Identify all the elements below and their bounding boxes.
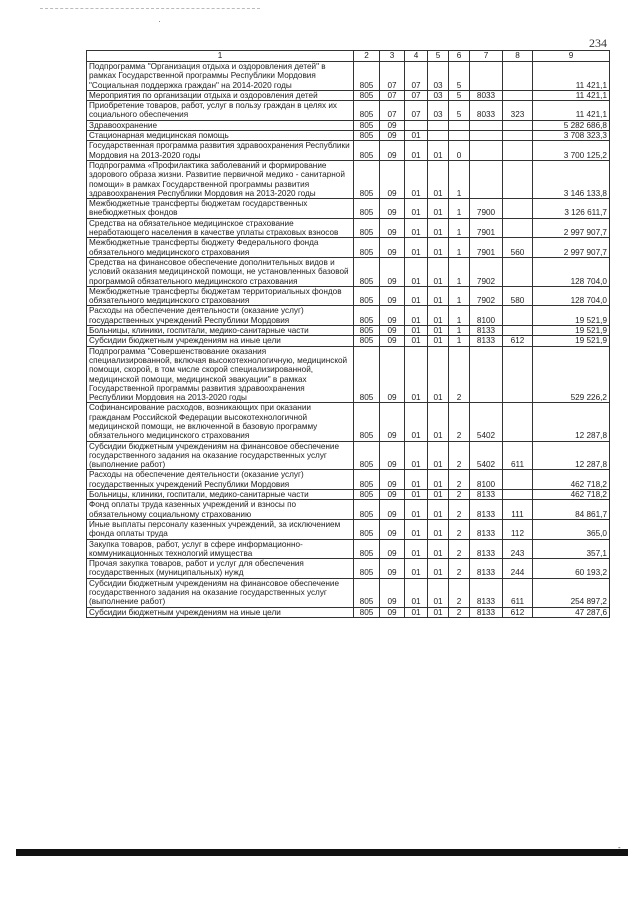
- target-code-cell: [470, 141, 503, 161]
- table-row: [87, 326, 610, 336]
- amount-cell: 128 704,0: [533, 286, 610, 306]
- expense-type-code-cell: 580: [503, 286, 533, 306]
- table-row: [87, 470, 610, 490]
- subprogram-code-cell: 1: [449, 199, 470, 219]
- admin-code-cell: 805: [354, 257, 380, 286]
- subsection-code-cell: 01: [405, 490, 428, 500]
- target-code-cell: [470, 346, 503, 403]
- subprogram-code-cell: 5: [449, 62, 470, 91]
- expense-type-code-cell: [503, 346, 533, 403]
- program-code-cell: 01: [428, 490, 449, 500]
- admin-code-cell: 805: [354, 62, 380, 91]
- subprogram-code-cell: 2: [449, 441, 470, 470]
- item-name-cell: Здравоохранение: [87, 120, 354, 130]
- subprogram-code-cell: 1: [449, 336, 470, 346]
- amount-cell: 19 521,9: [533, 336, 610, 346]
- expense-type-code-cell: [503, 326, 533, 336]
- subsection-code-cell: 01: [405, 257, 428, 286]
- item-name-cell: Иные выплаты персоналу казенных учреждений, за исключением фонда оплаты труда: [87, 519, 354, 539]
- admin-code-cell: 805: [354, 120, 380, 130]
- item-name-cell: Подпрограмма «Профилактика заболеваний и формирование здорового образа жизни. Развитие первичной медико - санитарной помощи» в рамках Государственной программы развития здравоохранения Республики Мордовия на 2013-2020 годы: [87, 160, 354, 198]
- table-row: [87, 607, 610, 617]
- expense-type-code-cell: 612: [503, 607, 533, 617]
- header-cell: 2: [354, 51, 380, 62]
- admin-code-cell: 805: [354, 519, 380, 539]
- subsection-code-cell: 01: [405, 238, 428, 258]
- subsection-code-cell: 01: [405, 131, 428, 141]
- amount-cell: 12 287,8: [533, 441, 610, 470]
- item-name-cell: Больницы, клиники, госпитали, медико-санитарные части: [87, 490, 354, 500]
- admin-code-cell: 805: [354, 286, 380, 306]
- section-code-cell: 09: [380, 500, 405, 520]
- admin-code-cell: 805: [354, 578, 380, 607]
- budget-table: [86, 50, 610, 618]
- expense-type-code-cell: 323: [503, 101, 533, 121]
- target-code-cell: 8133: [470, 559, 503, 579]
- table-row: [87, 199, 610, 219]
- amount-cell: 5 282 686,8: [533, 120, 610, 130]
- section-code-cell: 09: [380, 441, 405, 470]
- program-code-cell: 01: [428, 559, 449, 579]
- amount-cell: 19 521,9: [533, 326, 610, 336]
- section-code-cell: 09: [380, 306, 405, 326]
- subprogram-code-cell: [449, 120, 470, 130]
- section-code-cell: 09: [380, 199, 405, 219]
- admin-code-cell: 805: [354, 470, 380, 490]
- section-code-cell: 09: [380, 160, 405, 198]
- section-code-cell: 09: [380, 141, 405, 161]
- item-name-cell: Фонд оплаты труда казенных учреждений и взносы по обязательному социальному страхованию: [87, 500, 354, 520]
- expense-type-code-cell: 560: [503, 238, 533, 258]
- subsection-code-cell: [405, 120, 428, 130]
- admin-code-cell: 805: [354, 306, 380, 326]
- section-code-cell: 09: [380, 120, 405, 130]
- amount-cell: 47 287,6: [533, 607, 610, 617]
- subprogram-code-cell: 0: [449, 141, 470, 161]
- subsection-code-cell: 01: [405, 403, 428, 441]
- subprogram-code-cell: 1: [449, 218, 470, 238]
- target-code-cell: 8133: [470, 519, 503, 539]
- header-cell: 3: [380, 51, 405, 62]
- program-code-cell: 01: [428, 199, 449, 219]
- amount-cell: 254 897,2: [533, 578, 610, 607]
- subprogram-code-cell: 1: [449, 238, 470, 258]
- subsection-code-cell: 01: [405, 218, 428, 238]
- table-row: [87, 218, 610, 238]
- target-code-cell: 8133: [470, 607, 503, 617]
- subprogram-code-cell: 2: [449, 607, 470, 617]
- section-code-cell: 09: [380, 539, 405, 559]
- section-code-cell: 09: [380, 336, 405, 346]
- program-code-cell: 01: [428, 470, 449, 490]
- target-code-cell: 8133: [470, 326, 503, 336]
- amount-cell: 3 700 125,2: [533, 141, 610, 161]
- table-row: [87, 101, 610, 121]
- amount-cell: 2 997 907,7: [533, 218, 610, 238]
- subprogram-code-cell: [449, 131, 470, 141]
- subsection-code-cell: 01: [405, 346, 428, 403]
- subsection-code-cell: 07: [405, 90, 428, 100]
- table-row: [87, 441, 610, 470]
- program-code-cell: 01: [428, 141, 449, 161]
- program-code-cell: [428, 120, 449, 130]
- table-row: [87, 578, 610, 607]
- section-code-cell: 07: [380, 101, 405, 121]
- subprogram-code-cell: 1: [449, 306, 470, 326]
- target-code-cell: 8133: [470, 500, 503, 520]
- table-row: [87, 160, 610, 198]
- table-row: [87, 62, 610, 91]
- target-code-cell: 7902: [470, 286, 503, 306]
- table-row: [87, 500, 610, 520]
- table-row: [87, 257, 610, 286]
- expense-type-code-cell: [503, 199, 533, 219]
- item-name-cell: Мероприятия по организации отдыха и оздоровления детей: [87, 90, 354, 100]
- header-cell: 9: [533, 51, 610, 62]
- table-header-row: [87, 51, 610, 62]
- program-code-cell: 03: [428, 90, 449, 100]
- header-cell: 7: [470, 51, 503, 62]
- page-number: 234: [589, 36, 607, 50]
- expense-type-code-cell: 111: [503, 500, 533, 520]
- target-code-cell: 8133: [470, 578, 503, 607]
- subprogram-code-cell: 1: [449, 286, 470, 306]
- item-name-cell: Подпрограмма "Организация отдыха и оздоровления детей" в рамках Государственной программы Республики Мордовия "Социальная поддержка граждан" на 2014-2020 годы: [87, 62, 354, 91]
- target-code-cell: [470, 160, 503, 198]
- target-code-cell: 7902: [470, 257, 503, 286]
- expense-type-code-cell: 612: [503, 336, 533, 346]
- admin-code-cell: 805: [354, 131, 380, 141]
- expense-type-code-cell: [503, 120, 533, 130]
- expense-type-code-cell: [503, 62, 533, 91]
- target-code-cell: 8133: [470, 539, 503, 559]
- admin-code-cell: 805: [354, 539, 380, 559]
- section-code-cell: 09: [380, 578, 405, 607]
- expense-type-code-cell: [503, 141, 533, 161]
- expense-type-code-cell: 611: [503, 578, 533, 607]
- program-code-cell: 01: [428, 539, 449, 559]
- header-cell: 1: [87, 51, 354, 62]
- amount-cell: 12 287,8: [533, 403, 610, 441]
- item-name-cell: Субсидии бюджетным учреждениям на финансовое обеспечение государственного задания на оказание государственных услуг (выполнение работ): [87, 441, 354, 470]
- section-code-cell: 09: [380, 519, 405, 539]
- header-cell: 8: [503, 51, 533, 62]
- program-code-cell: 01: [428, 441, 449, 470]
- section-code-cell: 09: [380, 131, 405, 141]
- amount-cell: 84 861,7: [533, 500, 610, 520]
- amount-cell: 357,1: [533, 539, 610, 559]
- subprogram-code-cell: 1: [449, 326, 470, 336]
- subsection-code-cell: 01: [405, 199, 428, 219]
- item-name-cell: Расходы на обеспечение деятельности (оказание услуг) государственных учреждений Республики Мордовия: [87, 306, 354, 326]
- section-code-cell: 07: [380, 62, 405, 91]
- target-code-cell: 7900: [470, 199, 503, 219]
- program-code-cell: 01: [428, 403, 449, 441]
- amount-cell: 128 704,0: [533, 257, 610, 286]
- subsection-code-cell: 01: [405, 500, 428, 520]
- section-code-cell: 09: [380, 286, 405, 306]
- admin-code-cell: 805: [354, 441, 380, 470]
- subsection-code-cell: 01: [405, 160, 428, 198]
- amount-cell: 11 421,1: [533, 101, 610, 121]
- admin-code-cell: 805: [354, 90, 380, 100]
- program-code-cell: 01: [428, 519, 449, 539]
- item-name-cell: Средства на финансовое обеспечение дополнительных видов и условий оказания медицинской помощи, не установленных базовой программой обязательного медицинского страхования: [87, 257, 354, 286]
- subsection-code-cell: 07: [405, 62, 428, 91]
- section-code-cell: 09: [380, 218, 405, 238]
- top-scan-line: [40, 8, 260, 9]
- program-code-cell: 03: [428, 62, 449, 91]
- section-code-cell: 09: [380, 257, 405, 286]
- subsection-code-cell: 01: [405, 578, 428, 607]
- subprogram-code-cell: 2: [449, 578, 470, 607]
- admin-code-cell: 805: [354, 500, 380, 520]
- item-name-cell: Средства на обязательное медицинское страхование неработающего населения в качестве уплаты страховых взносов: [87, 218, 354, 238]
- table-row: [87, 141, 610, 161]
- subsection-code-cell: 01: [405, 306, 428, 326]
- subsection-code-cell: 01: [405, 607, 428, 617]
- target-code-cell: [470, 120, 503, 130]
- target-code-cell: 5402: [470, 403, 503, 441]
- subsection-code-cell: 01: [405, 470, 428, 490]
- expense-type-code-cell: [503, 490, 533, 500]
- amount-cell: 462 718,2: [533, 470, 610, 490]
- target-code-cell: [470, 131, 503, 141]
- item-name-cell: Софинансирование расходов, возникающих при оказании гражданам Российской Федерации высокотехнологичной медицинской помощи, не включенной в базовую программу обязательного медицинского страхования: [87, 403, 354, 441]
- table-row: [87, 346, 610, 403]
- section-code-cell: 09: [380, 490, 405, 500]
- admin-code-cell: 805: [354, 607, 380, 617]
- section-code-cell: 09: [380, 607, 405, 617]
- admin-code-cell: 805: [354, 141, 380, 161]
- item-name-cell: Расходы на обеспечение деятельности (оказание услуг) государственных учреждений Республики Мордовия: [87, 470, 354, 490]
- expense-type-code-cell: [503, 218, 533, 238]
- admin-code-cell: 805: [354, 490, 380, 500]
- admin-code-cell: 805: [354, 101, 380, 121]
- subprogram-code-cell: 5: [449, 90, 470, 100]
- amount-cell: 60 193,2: [533, 559, 610, 579]
- admin-code-cell: 805: [354, 160, 380, 198]
- subsection-code-cell: 01: [405, 539, 428, 559]
- subprogram-code-cell: 1: [449, 257, 470, 286]
- header-cell: 5: [428, 51, 449, 62]
- expense-type-code-cell: 243: [503, 539, 533, 559]
- subprogram-code-cell: 2: [449, 559, 470, 579]
- target-code-cell: 7901: [470, 238, 503, 258]
- table-row: [87, 306, 610, 326]
- program-code-cell: [428, 131, 449, 141]
- admin-code-cell: 805: [354, 199, 380, 219]
- subprogram-code-cell: 1: [449, 160, 470, 198]
- amount-cell: 2 997 907,7: [533, 238, 610, 258]
- item-name-cell: Стационарная медицинская помощь: [87, 131, 354, 141]
- table-row: [87, 286, 610, 306]
- expense-type-code-cell: [503, 131, 533, 141]
- subsection-code-cell: 01: [405, 141, 428, 161]
- admin-code-cell: 805: [354, 346, 380, 403]
- program-code-cell: 01: [428, 578, 449, 607]
- expense-type-code-cell: [503, 160, 533, 198]
- subsection-code-cell: 07: [405, 101, 428, 121]
- table-row: [87, 559, 610, 579]
- item-name-cell: Больницы, клиники, госпитали, медико-санитарные части: [87, 326, 354, 336]
- target-code-cell: 8133: [470, 490, 503, 500]
- expense-type-code-cell: [503, 257, 533, 286]
- expense-type-code-cell: [503, 306, 533, 326]
- item-name-cell: Приобретение товаров, работ, услуг в пользу граждан в целях их социального обеспечения: [87, 101, 354, 121]
- target-code-cell: 8033: [470, 90, 503, 100]
- section-code-cell: 09: [380, 470, 405, 490]
- program-code-cell: 01: [428, 238, 449, 258]
- admin-code-cell: 805: [354, 218, 380, 238]
- program-code-cell: 01: [428, 500, 449, 520]
- subprogram-code-cell: 2: [449, 500, 470, 520]
- amount-cell: 11 421,1: [533, 90, 610, 100]
- target-code-cell: 8133: [470, 336, 503, 346]
- program-code-cell: 01: [428, 286, 449, 306]
- target-code-cell: 7901: [470, 218, 503, 238]
- item-name-cell: Прочая закупка товаров, работ и услуг для обеспечения государственных (муниципальных) нужд: [87, 559, 354, 579]
- program-code-cell: 01: [428, 607, 449, 617]
- program-code-cell: 01: [428, 218, 449, 238]
- expense-type-code-cell: [503, 90, 533, 100]
- table-row: [87, 539, 610, 559]
- item-name-cell: Подпрограмма "Совершенствование оказания специализированной, включая высокотехнологичную, медицинской помощи, скорой, в том числе скорой специализированной, медицинской помощи, медицинской эвакуации" в рамках Государственной программы развития здравоохранения Республики Мордовия на 2013-2020 годы: [87, 346, 354, 403]
- table-row: [87, 490, 610, 500]
- amount-cell: 3 126 611,7: [533, 199, 610, 219]
- table-row: [87, 90, 610, 100]
- scan-footer-bar: [16, 849, 628, 856]
- item-name-cell: Закупка товаров, работ, услуг в сфере информационно-коммуникационных технологий имущества: [87, 539, 354, 559]
- table-row: [87, 131, 610, 141]
- expense-type-code-cell: [503, 470, 533, 490]
- subprogram-code-cell: 2: [449, 519, 470, 539]
- subprogram-code-cell: 2: [449, 403, 470, 441]
- table-row: [87, 120, 610, 130]
- program-code-cell: 01: [428, 336, 449, 346]
- target-code-cell: 8100: [470, 470, 503, 490]
- item-name-cell: Межбюджетные трансферты бюджету Федерального фонда обязательного медицинского страхования: [87, 238, 354, 258]
- expense-type-code-cell: 112: [503, 519, 533, 539]
- item-name-cell: Субсидии бюджетным учреждениям на финансовое обеспечение государственного задания на оказание государственных услуг (выполнение работ): [87, 578, 354, 607]
- amount-cell: 3 708 323,3: [533, 131, 610, 141]
- table-row: [87, 403, 610, 441]
- item-name-cell: Межбюджетные трансферты бюджетам территориальных фондов обязательного медицинского страхования: [87, 286, 354, 306]
- header-cell: 6: [449, 51, 470, 62]
- target-code-cell: [470, 62, 503, 91]
- table-row: [87, 519, 610, 539]
- item-name-cell: Государственная программа развития здравоохранения Республики Мордовия на 2013-2020 годы: [87, 141, 354, 161]
- subsection-code-cell: 01: [405, 286, 428, 306]
- section-code-cell: 09: [380, 559, 405, 579]
- admin-code-cell: 805: [354, 559, 380, 579]
- amount-cell: 365,0: [533, 519, 610, 539]
- amount-cell: 11 421,1: [533, 62, 610, 91]
- subprogram-code-cell: 2: [449, 470, 470, 490]
- admin-code-cell: 805: [354, 326, 380, 336]
- program-code-cell: 01: [428, 306, 449, 326]
- table-row: [87, 336, 610, 346]
- program-code-cell: 03: [428, 101, 449, 121]
- subprogram-code-cell: 2: [449, 346, 470, 403]
- program-code-cell: 01: [428, 160, 449, 198]
- subprogram-code-cell: 2: [449, 490, 470, 500]
- amount-cell: 462 718,2: [533, 490, 610, 500]
- header-cell: 4: [405, 51, 428, 62]
- target-code-cell: 5402: [470, 441, 503, 470]
- item-name-cell: Межбюджетные трансферты бюджетам государственных внебюджетных фондов: [87, 199, 354, 219]
- admin-code-cell: 805: [354, 238, 380, 258]
- subsection-code-cell: 01: [405, 559, 428, 579]
- scan-mark: ·: [158, 16, 161, 26]
- target-code-cell: 8033: [470, 101, 503, 121]
- amount-cell: 3 146 133,8: [533, 160, 610, 198]
- subsection-code-cell: 01: [405, 326, 428, 336]
- admin-code-cell: 805: [354, 336, 380, 346]
- section-code-cell: 09: [380, 238, 405, 258]
- program-code-cell: 01: [428, 326, 449, 336]
- amount-cell: 19 521,9: [533, 306, 610, 326]
- program-code-cell: 01: [428, 346, 449, 403]
- target-code-cell: 8100: [470, 306, 503, 326]
- subprogram-code-cell: 5: [449, 101, 470, 121]
- section-code-cell: 09: [380, 403, 405, 441]
- amount-cell: 529 226,2: [533, 346, 610, 403]
- section-code-cell: 09: [380, 346, 405, 403]
- admin-code-cell: 805: [354, 403, 380, 441]
- expense-type-code-cell: [503, 403, 533, 441]
- item-name-cell: Субсидии бюджетным учреждениям на иные цели: [87, 607, 354, 617]
- subprogram-code-cell: 2: [449, 539, 470, 559]
- table-row: [87, 238, 610, 258]
- section-code-cell: 09: [380, 326, 405, 336]
- program-code-cell: 01: [428, 257, 449, 286]
- section-code-cell: 07: [380, 90, 405, 100]
- subsection-code-cell: 01: [405, 441, 428, 470]
- item-name-cell: Субсидии бюджетным учреждениям на иные цели: [87, 336, 354, 346]
- subsection-code-cell: 01: [405, 519, 428, 539]
- scan-mark: -: [618, 843, 621, 852]
- expense-type-code-cell: 611: [503, 441, 533, 470]
- subsection-code-cell: 01: [405, 336, 428, 346]
- expense-type-code-cell: 244: [503, 559, 533, 579]
